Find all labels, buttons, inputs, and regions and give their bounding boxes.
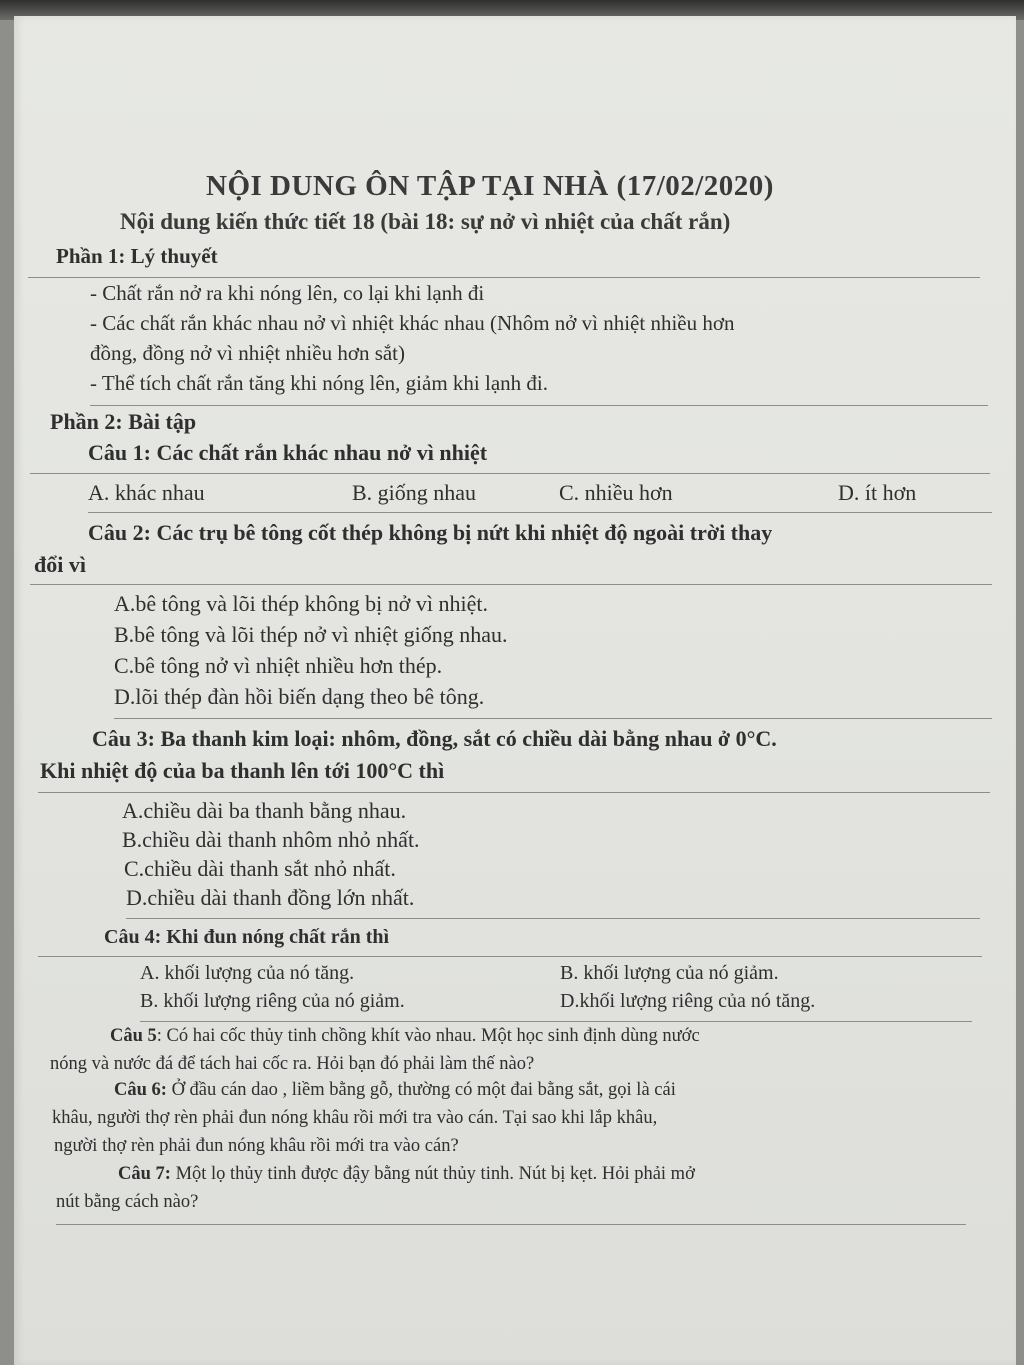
divider: [28, 277, 980, 278]
question-5: [110, 1026, 700, 1047]
theory-line-2-cont: đồng, đồng nở vì nhiệt nhiều hơn sắt): [90, 341, 406, 365]
worksheet-page: [14, 16, 1016, 1365]
question-5-text: : Có hai cốc thủy tinh chồng khít vào nhau. Một học sinh định dùng nước: [156, 1026, 700, 1046]
divider: [126, 918, 980, 919]
q2-option-b: B.bê tông và lõi thép nở vì nhiệt giống nhau.: [114, 622, 508, 647]
q2-option-d: D.lõi thép đàn hồi biến dạng theo bê tông.: [114, 684, 485, 709]
divider: [38, 956, 982, 957]
q4-option-d: D.khối lượng riêng của nó tăng.: [560, 990, 816, 1012]
q1-option-a: A. khác nhau: [88, 480, 205, 505]
q3-option-a: A.chiều dài ba thanh bằng nhau.: [122, 798, 407, 823]
question-2-cont: đổi vì: [34, 552, 86, 577]
divider: [56, 1224, 966, 1225]
question-6: [114, 1080, 676, 1101]
page-title: NỘI DUNG ÔN TẬP TẠI NHÀ (17/02/2020): [206, 170, 774, 202]
q4-option-b: B. khối lượng của nó giảm.: [560, 962, 779, 984]
question-7-label: Câu 7:: [118, 1164, 171, 1184]
question-6-label: Câu 6:: [114, 1080, 167, 1100]
divider: [140, 1021, 972, 1022]
question-6-cont-2: người thợ rèn phải đun nóng khâu rồi mới tra vào cán?: [54, 1136, 459, 1156]
q1-option-c: C. nhiều hơn: [559, 480, 673, 505]
q2-option-a: A.bê tông và lõi thép không bị nở vì nhiệt.: [114, 591, 488, 616]
q3-option-c: C.chiều dài thanh sắt nhỏ nhất.: [124, 856, 396, 881]
question-5-cont: nóng và nước đá để tách hai cốc ra. Hỏi bạn đó phải làm thế nào?: [50, 1054, 535, 1074]
question-1: Câu 1: Các chất rắn khác nhau nở vì nhiệt: [88, 440, 488, 465]
question-5-label: Câu 5: [110, 1026, 157, 1046]
theory-line-2: - Các chất rắn khác nhau nở vì nhiệt khác nhau (Nhôm nở vì nhiệt nhiều hơn: [90, 311, 735, 335]
q3-option-d: D.chiều dài thanh đồng lớn nhất.: [126, 885, 415, 910]
divider: [30, 584, 992, 585]
part2-heading: Phần 2: Bài tập: [50, 409, 197, 434]
question-7: [118, 1164, 695, 1185]
theory-line-1: - Chất rắn nở ra khi nóng lên, co lại khi lạnh đi: [90, 281, 485, 305]
q3-option-b: B.chiều dài thanh nhôm nhỏ nhất.: [122, 827, 420, 852]
question-4: Câu 4: Khi đun nóng chất rắn thì: [104, 926, 390, 948]
divider: [90, 405, 988, 406]
question-3: Câu 3: Ba thanh kim loại: nhôm, đồng, sắt có chiều dài bằng nhau ở 0°C.: [92, 726, 777, 751]
question-7-cont: nút bằng cách nào?: [56, 1192, 199, 1212]
divider: [88, 512, 992, 513]
page-subtitle: Nội dung kiến thức tiết 18 (bài 18: sự nở vì nhiệt của chất rắn): [120, 209, 731, 234]
q4-option-a: A. khối lượng của nó tăng.: [140, 962, 355, 984]
question-2: Câu 2: Các trụ bê tông cốt thép không bị nứt khi nhiệt độ ngoài trời thay: [88, 520, 773, 545]
q1-option-b: B. giống nhau: [352, 480, 477, 505]
divider: [30, 473, 990, 474]
question-7-text: Một lọ thủy tinh được đậy bằng nút thủy tinh. Nút bị kẹt. Hỏi phải mở: [170, 1164, 695, 1184]
q2-option-c: C.bê tông nở vì nhiệt nhiều hơn thép.: [114, 653, 443, 678]
question-6-cont-1: khâu, người thợ rèn phải đun nóng khâu rồi mới tra vào cán. Tại sao khi lắp khâu,: [52, 1108, 658, 1128]
divider: [114, 718, 992, 719]
q4-option-c: B. khối lượng riêng của nó giảm.: [140, 990, 405, 1012]
divider: [38, 792, 990, 793]
theory-line-3: - Thể tích chất rắn tăng khi nóng lên, giảm khi lạnh đi.: [90, 371, 549, 395]
part1-heading: Phần 1: Lý thuyết: [56, 244, 218, 268]
q1-option-d: D. ít hơn: [838, 480, 917, 505]
question-3-cont: Khi nhiệt độ của ba thanh lên tới 100°C thì: [40, 758, 445, 783]
question-6-text: Ở đầu cán dao , liềm bằng gỗ, thường có một đai bằng sắt, gọi là cái: [166, 1080, 676, 1100]
